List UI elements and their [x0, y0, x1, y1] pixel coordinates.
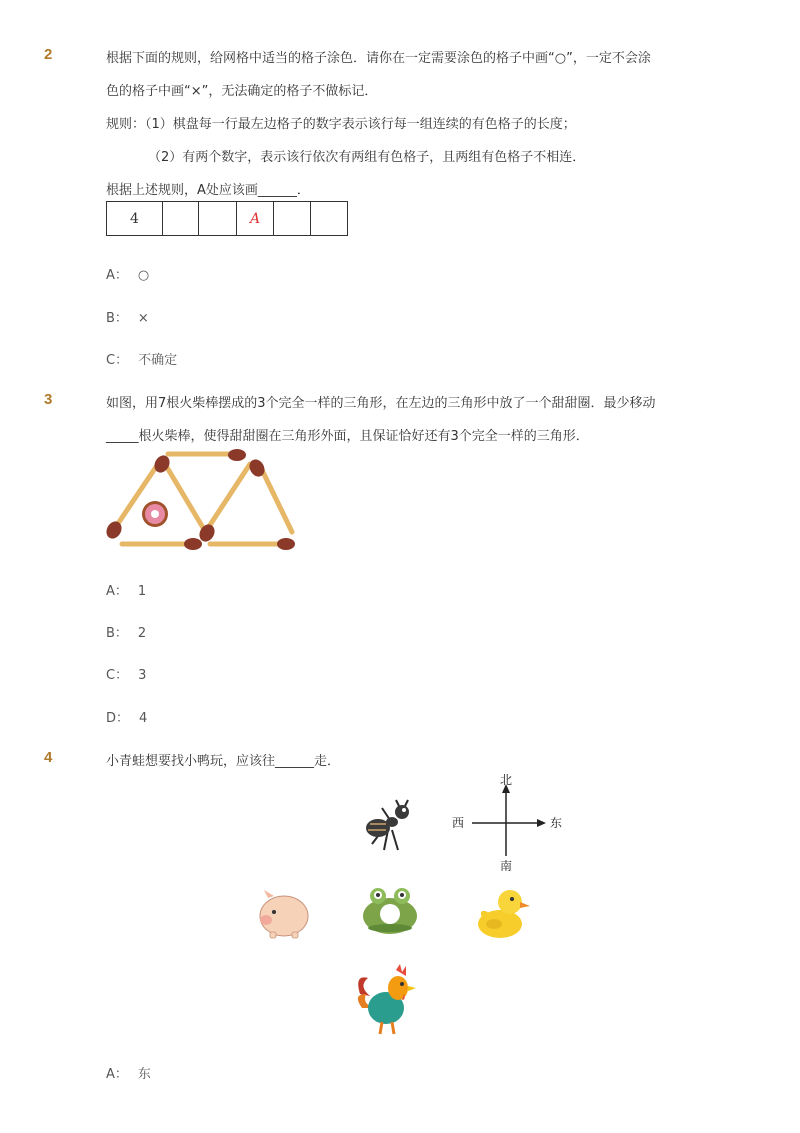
duck-icon	[474, 884, 534, 940]
option-value: 不确定	[138, 353, 178, 368]
rooster-icon	[352, 964, 422, 1038]
compass-diagram	[448, 770, 568, 874]
rule-line: （2）有两个数字，表示该行依次有两组有色格子，且两组有色格子不相连．	[148, 150, 586, 165]
question-number: 4	[44, 749, 53, 766]
ant-icon	[362, 798, 412, 854]
matchstick-figure	[100, 446, 310, 558]
option-b[interactable]	[106, 307, 149, 326]
question-number: 3	[44, 391, 53, 408]
puzzle-grid	[106, 201, 348, 236]
option-label: B：	[106, 311, 128, 326]
option-b[interactable]	[106, 622, 146, 641]
grid-cell-a: A	[237, 202, 274, 235]
question-text-line: 小青蛙想要找小鸭玩，应该往______走．	[106, 754, 341, 769]
option-value: ○	[137, 268, 150, 283]
question-text-line: 根据下面的规则，给网格中适当的格子涂色．请你在一定需要涂色的格子中画“○”，一定不会涂	[106, 51, 651, 66]
option-label: B：	[106, 626, 128, 641]
north-label: 北	[500, 773, 513, 787]
option-a[interactable]	[106, 264, 149, 283]
pig-icon	[254, 888, 312, 940]
grid-cell	[274, 202, 311, 235]
question-number: 2	[44, 46, 53, 63]
rule-line: 规则：（1）棋盘每一行最左边格子的数字表示该行每一组连续的有色格子的长度；	[106, 117, 576, 132]
option-label: A：	[106, 1067, 128, 1082]
question-text-line: 色的格子中画“×”，无法确定的格子不做标记．	[106, 84, 378, 99]
grid-cell	[199, 202, 237, 235]
grid-cell	[163, 202, 199, 235]
option-value: 东	[137, 1067, 151, 1082]
option-c[interactable]	[106, 664, 146, 683]
east-label: 东	[550, 816, 563, 830]
question-text-line: 如图，用7根火柴棒摆成的3个完全一样的三角形，在左边的三角形中放了一个甜甜圈．最少移动	[106, 396, 656, 411]
grid-cell	[311, 202, 347, 235]
option-label: A：	[106, 584, 128, 599]
option-value: 1	[137, 584, 147, 599]
option-a[interactable]	[106, 1063, 151, 1082]
option-c[interactable]	[106, 349, 177, 368]
option-value: 4	[139, 711, 148, 726]
south-label: 南	[500, 859, 513, 873]
grid-cell: 4	[107, 202, 163, 235]
donut-icon	[142, 501, 168, 527]
option-d[interactable]	[106, 707, 147, 726]
option-label: C：	[106, 353, 129, 368]
west-label: 西	[452, 816, 465, 830]
option-label: C：	[106, 668, 129, 683]
option-label: A：	[106, 268, 128, 283]
option-a[interactable]	[106, 580, 146, 599]
question-text-line: _____根火柴棒，使得甜甜圈在三角形外面，且保证恰好还有3个完全一样的三角形．	[106, 429, 589, 444]
option-value: 3	[138, 668, 147, 683]
option-value: 2	[137, 626, 147, 641]
frog-icon	[360, 884, 420, 936]
question-prompt: 根据上述规则，A处应该画______．	[106, 183, 310, 198]
option-label: D：	[106, 711, 130, 726]
option-value: ×	[137, 311, 149, 326]
